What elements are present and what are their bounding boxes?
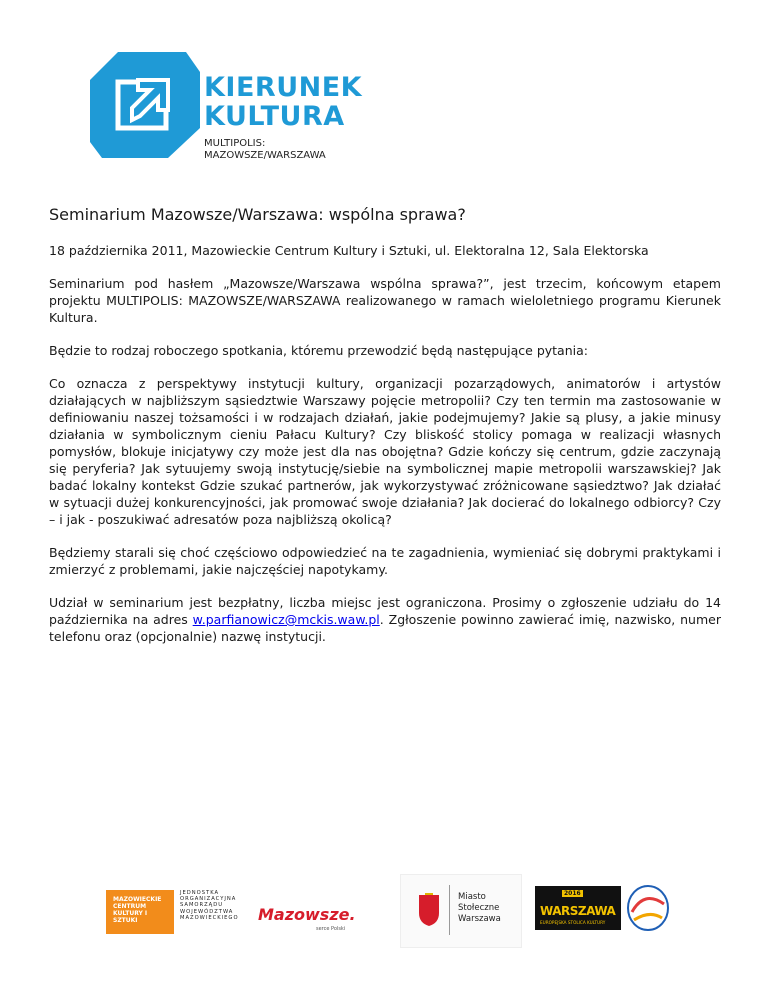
- wl-logo-icon: [624, 882, 672, 934]
- questions-paragraph: Co oznacza z perspektywy instytucji kultury, organizacji pozarządowych, animatorów i artystów działających w najbliższym sąsiedztwie Warszawy pojęcie metropolii? Czy ten termin ma zastosowanie w definiowaniu naszej tożsamości i w rodzajach działań, jakie podejmujemy? Jakie są plusy, a jakie minusy działania w symbolicznym cieniu Pałacu Kultury? Czy bliskość stolicy pomaga w realizacji własnych pomysłów, blokuje inicjatywy czy może jest dla nas obojętna? Gdzie kończy się centrum, gdzie zaczynają się peryferia? Jak sytuujemy swoją instytucję/siebie na symbolicznej mapie metropolii warszawskiej? Jak badać lokalny kontekst Gdzie szukać partnerów, jak wykorzystywać zróżnicowane sąsiedztwo? Jak działać w sytuacji dużej konkurencyjności, jak promować swoje działania? Jak docierać do lokalnego odbiorcy? Czy – i jak - poszukiwać adresatów poza najbliższą okolicą?: [49, 376, 721, 527]
- goal-paragraph: Będziemy starali się choć częściowo odpowiedzieć na te zagadnienia, wymieniać się dobrymi praktykami i zmierzyć z problemami, jakie najczęściej napotykamy.: [49, 545, 721, 577]
- email-link[interactable]: w.parfianowicz@mckis.waw.pl: [192, 612, 380, 627]
- warszawa-text: Miasto Stołeczne Warszawa: [458, 892, 501, 924]
- lead-paragraph: Będzie to rodzaj roboczego spotkania, któremu przewodzić będą następujące pytania:: [49, 343, 588, 358]
- intro-paragraph: Seminarium pod hasłem „Mazowsze/Warszawa wspólna sprawa?”, jest trzecim, końcowym etapem projektu MULTIPOLIS: MAZOWSZE/WARSZAWA realizowanego w ramach wieloletniego programu Kierunek Kultura.: [49, 276, 721, 325]
- esk-subtitle: EUROPEJSKA STOLICA KULTURY: [540, 920, 606, 925]
- signup-text-after: . Zgłoszenie powinno zawierać imię, nazwisko, numer telefonu oraz (opcjonalnie) nazwę instytucji.: [49, 612, 721, 644]
- esk-title: WARSZAWA: [540, 904, 616, 918]
- brand-line-2: KULTURA: [204, 101, 345, 132]
- kierunek-kultura-logo: [88, 50, 398, 190]
- mck-side-text: JEDNOSTKA ORGANIZACYJNA SAMORZĄDU WOJEWÓDZTWA MAZOWIECKIEGO: [180, 890, 239, 921]
- signup-paragraph: [49, 594, 721, 645]
- arrow-logo-icon: [88, 50, 206, 160]
- mazowsze-subtitle: serce Polski: [316, 926, 346, 932]
- brand-line-1: KIERUNEK: [204, 72, 363, 103]
- brand-sub-line-1: MULTIPOLIS:: [204, 138, 266, 149]
- page-title: Seminarium Mazowsze/Warszawa: wspólna sprawa?: [49, 205, 466, 224]
- brand-sub-line-2: MAZOWSZE/WARSZAWA: [204, 150, 326, 161]
- date-place: 18 października 2011, Mazowieckie Centrum Kultury i Sztuki, ul. Elektoralna 12, Sala Elektorska: [49, 243, 649, 258]
- signup-text-before: Udział w seminarium jest bezpłatny, liczba miejsc jest ograniczona. Prosimy o zgłoszenie udziału do 14 października na adres: [49, 595, 721, 627]
- sponsor-logos: [0, 852, 768, 932]
- document-body: [49, 204, 721, 661]
- mazowsze-logo: Mazowsze.: [258, 905, 356, 924]
- warsaw-crest-icon: [417, 893, 441, 927]
- esk-year: 2016: [564, 890, 581, 897]
- mck-logo-text: MAZOWIECKIE CENTRUM KULTURY I SZTUKI: [113, 896, 162, 924]
